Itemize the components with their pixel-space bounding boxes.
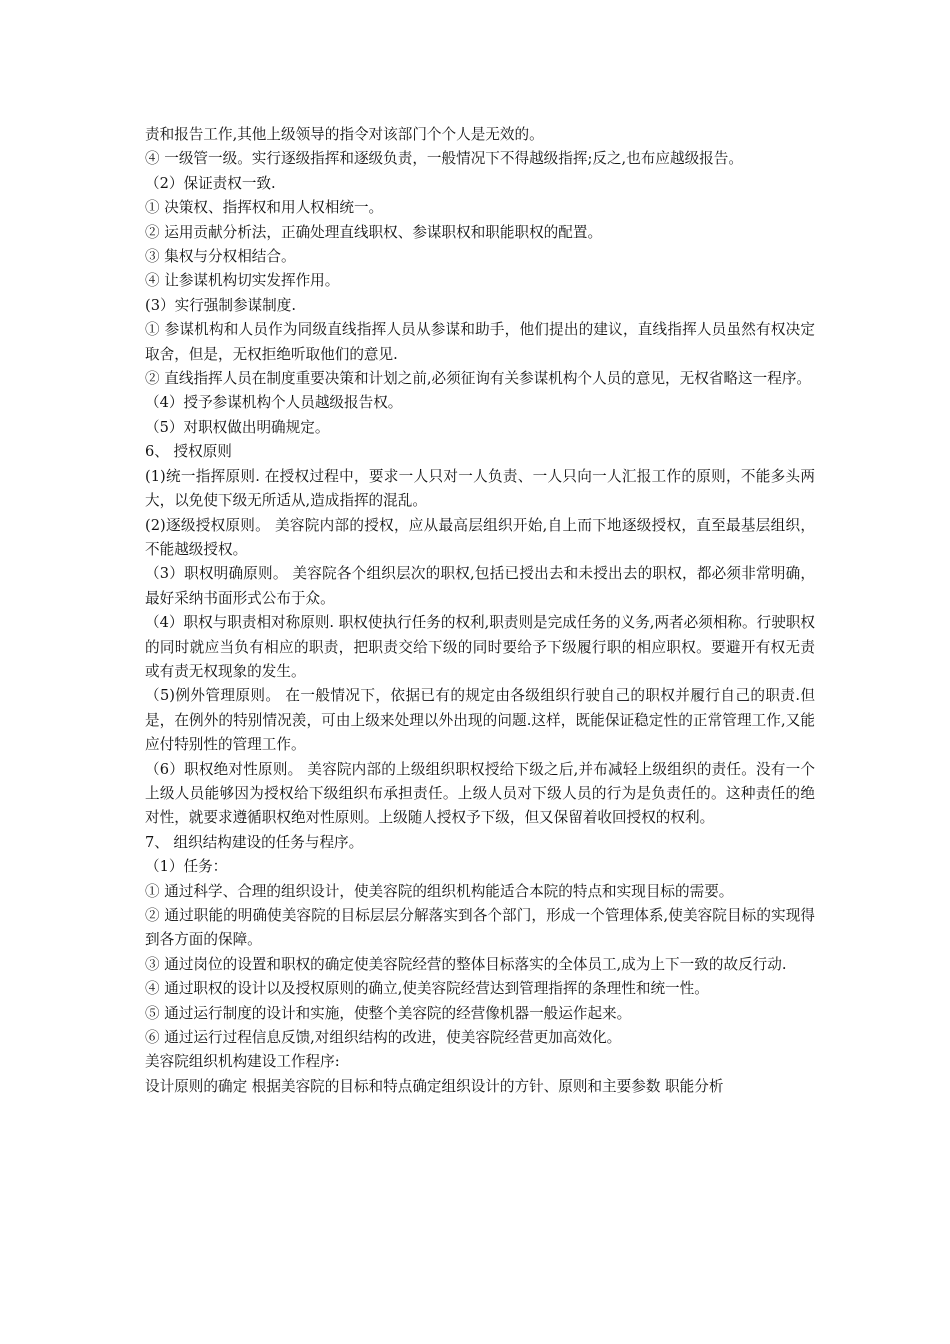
paragraph: ④ 通过职权的设计以及授权原则的确立,使美容院经营达到管理指挥的条理性和统一性。	[145, 980, 709, 998]
paragraph: （5)例外管理原则。 在一般情况下，依据已有的规定由各级组织行驶自己的职权并履行自己的职责.但是，在例外的特别情况羡，可由上级来处理以外出现的问题.这样，既能保证稳定性的正常管理工作,又能应付特别性的管理工作。	[145, 687, 815, 754]
paragraph: （4）授予参谋机构个人员越级报告权。	[145, 394, 403, 412]
paragraph: （5）对职权做出明确规定。	[145, 418, 330, 436]
paragraph: (3）实行强制参谋制度.	[145, 296, 296, 314]
paragraph: ② 运用贡献分析法，正确处理直线职权、参谋职权和职能职权的配置。	[145, 223, 603, 241]
paragraph: 美容院组织机构建设工作程序:	[145, 1053, 340, 1071]
paragraph: （4）职权与职责相对称原则. 职权使执行任务的权利,职责则是完成任务的义务,两者必须相称。行驶职权的同时就应当负有相应的职责，把职责交给下级的同时要给予下级履行职的相应职权。要避开有权无责或有责无权现象的发生。	[145, 614, 815, 680]
paragraph: (2)逐级授权原则。 美容院内部的授权，应从最高层组织开始,自上而下地逐级授权，直至最基层组织，不能越级授权。	[145, 516, 815, 558]
paragraph: ③ 通过岗位的设置和职权的确定使美容院经营的整体目标落实的全体员工,成为上下一致的故反行动.	[145, 955, 787, 973]
paragraph: （1）任务：	[145, 858, 228, 876]
section-heading: 6、 授权原则	[145, 443, 232, 461]
paragraph: ② 直线指挥人员在制度重要决策和计划之前,必须征询有关参谋机构个人员的意见，无权省略这一程序。	[145, 370, 812, 388]
paragraph: ① 决策权、指挥权和用人权相统一。	[145, 199, 384, 217]
paragraph: ④ 一级管一级。实行逐级指挥和逐级负责，一般情况下不得越级指挥;反之,也布应越级报告。	[145, 150, 743, 168]
paragraph: （3）职权明确原则。 美容院各个组织层次的职权,包括已授出去和未授出去的职权，都必须非常明确，最好采纳书面形式公布于众。	[145, 565, 815, 607]
paragraph: ⑥ 通过运行过程信息反馈,对组织结构的改进，使美容院经营更加高效化。	[145, 1029, 622, 1047]
paragraph: ③ 集权与分权相结合。	[145, 248, 296, 266]
paragraph: ② 通过职能的明确使美容院的目标层层分解落实到各个部门，形成一个管理体系,使美容院目标的实现得到各方面的保障。	[145, 907, 815, 949]
paragraph: ⑤ 通过运行制度的设计和实施，使整个美容院的经营像机器一般运作起来。	[145, 1004, 632, 1022]
paragraph: ④ 让参谋机构切实发挥作用。	[145, 272, 340, 290]
paragraph: ① 参谋机构和人员作为同级直线指挥人员从参谋和助手，他们提出的建议，直线指挥人员虽然有权决定取舍，但是，无权拒绝听取他们的意见.	[145, 321, 815, 363]
paragraph: 设计原则的确定 根据美容院的目标和特点确定组织设计的方针、原则和主要参数 职能分析	[145, 1077, 724, 1095]
section-heading: 7、 组织结构建设的任务与程序。	[145, 833, 364, 851]
paragraph: (1)统一指挥原则. 在授权过程中，要求一人只对一人负责、一人只向一人汇报工作的原则，不能多头两大，以免使下级无所适从,造成指挥的混乱。	[145, 467, 815, 510]
document-body	[145, 123, 815, 1099]
paragraph: 责和报告工作,其他上级领导的指令对该部门个个人是无效的。	[145, 126, 544, 143]
paragraph: ① 通过科学、合理的组织设计，使美容院的组织机构能适合本院的特点和实现目标的需要。	[145, 882, 734, 900]
paragraph: （6）职权绝对性原则。 美容院内部的上级组织职权授给下级之后,并布减轻上级组织的责任。没有一个上级人员能够因为授权给下级组织布承担责任。上级人员对下级人员的行为是负责任的。这种责任的绝对性，就要求遵循职权绝对性原则。上级随人授权予下级，但又保留着收回授权的权利。	[145, 760, 815, 827]
paragraph: （2）保证责权一致.	[145, 174, 276, 192]
